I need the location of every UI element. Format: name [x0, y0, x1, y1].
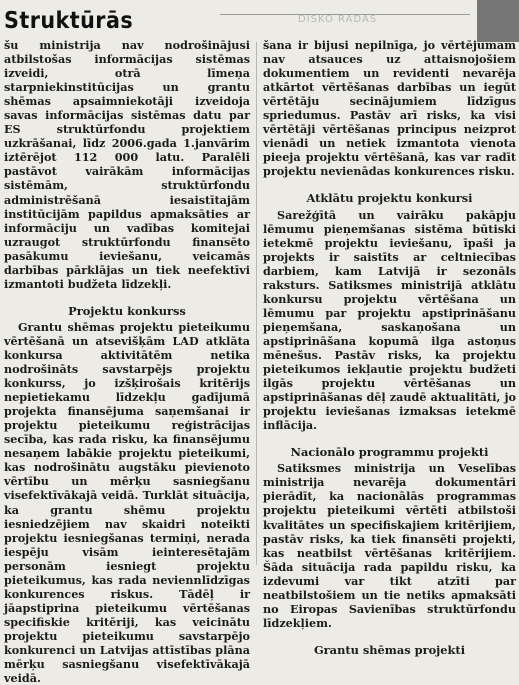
section-heading-nacionalo-programmu-projekti: Nacionālo programmu projekti — [290, 445, 489, 460]
page-title: Struktūrās — [4, 8, 134, 34]
header-bar — [0, 0, 519, 42]
section-heading-projektu-konkurss: Projektu konkurss — [68, 303, 186, 318]
right-column — [263, 38, 516, 659]
right-intro-paragraph: šana ir bijusi nepilnīga, jo vērtējumam nav atsauces uz attaisnojošiem dokumentiem un revidenti nevarēja atkārtot vērtēšanas darbības un iegūt vērtētāju secinājumiem līdzīgus spriedumus. Pastāv arī risks, ka visi vērtētāji vērtēšanas principus neizprot vienādi un netiek izmantota vienota pieeja projektu vērtēšanā, kas var radīt projektu nevienādas konkurences risku. — [263, 38, 516, 179]
section-heading-atklatu-projektu-konkursi: Atklātu projektu konkursi — [306, 191, 473, 206]
corner-block — [477, 0, 519, 42]
atklatu-projektu-konkursi-paragraph: Sarežģītā un vairāku pakāpju lēmumu pieņemšanas sistēma būtiski ietekmē projektu ieviešanu, īpaši ja projekts ir saistīts ar celtniecības darbiem, kam Latvijā ir sezonāls raksturs. Satiksmes ministrijā atklātu konkursu projektu vērtēšana un lēmumu par projektu apstiprināšanu pieņemšana, saskaņošana un apstiprināšana kopumā ilga astoņus mēnešus. Pastāv risks, ka projektu pieteikumos iekļautie projektu budžeti ilgās projektu vērtēšanas un apstiprināšanas dēļ zaudē aktualitāti, jo projektu ieviešanas izmaksas ietekmē inflācija. — [263, 207, 516, 433]
projektu-konkurss-paragraph: Grantu shēmas projektu pieteikumu vērtēšanā un atsevišķām LAD atklāta konkursa aktivitātēm netika nodrošināts savstarpējs projektu konkurss, jo izšķirošais kritērijs nepietiekamu līdzekļu gadījumā projekta finansējuma saņemšanai ir projektu pieteikumu reģistrācijas secība, kas rada risku, ka finansējumu nesaņem labākie projektu pieteikumi, kas nodrošinātu augstāku pievienoto vērtību un mērķu sasniegšanu visefektīvākajā veidā. Turklāt situācija, ka grantu shēmu projektu iesniedzējiem nav skaidri noteikti projektu iesniegšanas termiņi, nerada iespēju visām ieinteresētajām personām iesniegt projektu pieteikumus, kas rada neviennlīdzīgas konkurences riskus. Tādēļ ir jāapstiprina pieteikumu vērtēšanas specifiskie kritēriji, kas veicinātu projektu pieteikumu savstarpējo konkurenci un Latvijas attīstības plāna mērķu sasniegšanu visefektīvākajā veidā. — [4, 319, 250, 685]
nacionalo-programmu-projekti-paragraph: Satiksmes ministrija un Veselības ministrija nevarēja dokumentāri pierādīt, ka nacionālās programmas projektu pieteikumi vērtēti atbilstoši kvalitātes un specifiskajiem kritērijiem, pastāv risks, ka tiek finansēti projekti, kas neatbilst vērtēšanas kritērijiem. Šāda situācija rada papildu risku, ka izdevumi var tikt atzīti par neatbilstošiem un tie netiks apmaksāti no Eiropas Savienības struktūrfondu līdzekļiem. — [263, 461, 516, 630]
left-column — [4, 38, 250, 685]
header-ghost-text: DISKO RADAS — [298, 14, 378, 25]
left-intro-paragraph: šu ministrija nav nodrošinājusi atbilstošas informācijas sistēmas izveidi, otrā līmeņa starpniekinstitūcijas un grantu shēmas apsaimniekotāji izveidoja savas informācijas sistēmas datu par ES struktūrfondu projektiem uzkrāšanai, līdz 2006.gada 1.janvārim iztērējot 112 000 latu. Paralēli pastāvot vairākām informācijas sistēmām, struktūrfondu administrēšanā iesaistītajām institūcijām papildus apmaksāties ar informāciju un vadības komitejai uzraugot struktūrfondu finansēto pasākumu ieviešanu, veicamās darbības pārklājas un tiek neefektīvi izmantoti budžeta līdzekļi. — [4, 38, 250, 291]
section-heading-grantu-shemas-projekti: Grantu shēmas projekti — [313, 642, 466, 657]
column-divider — [256, 42, 257, 565]
